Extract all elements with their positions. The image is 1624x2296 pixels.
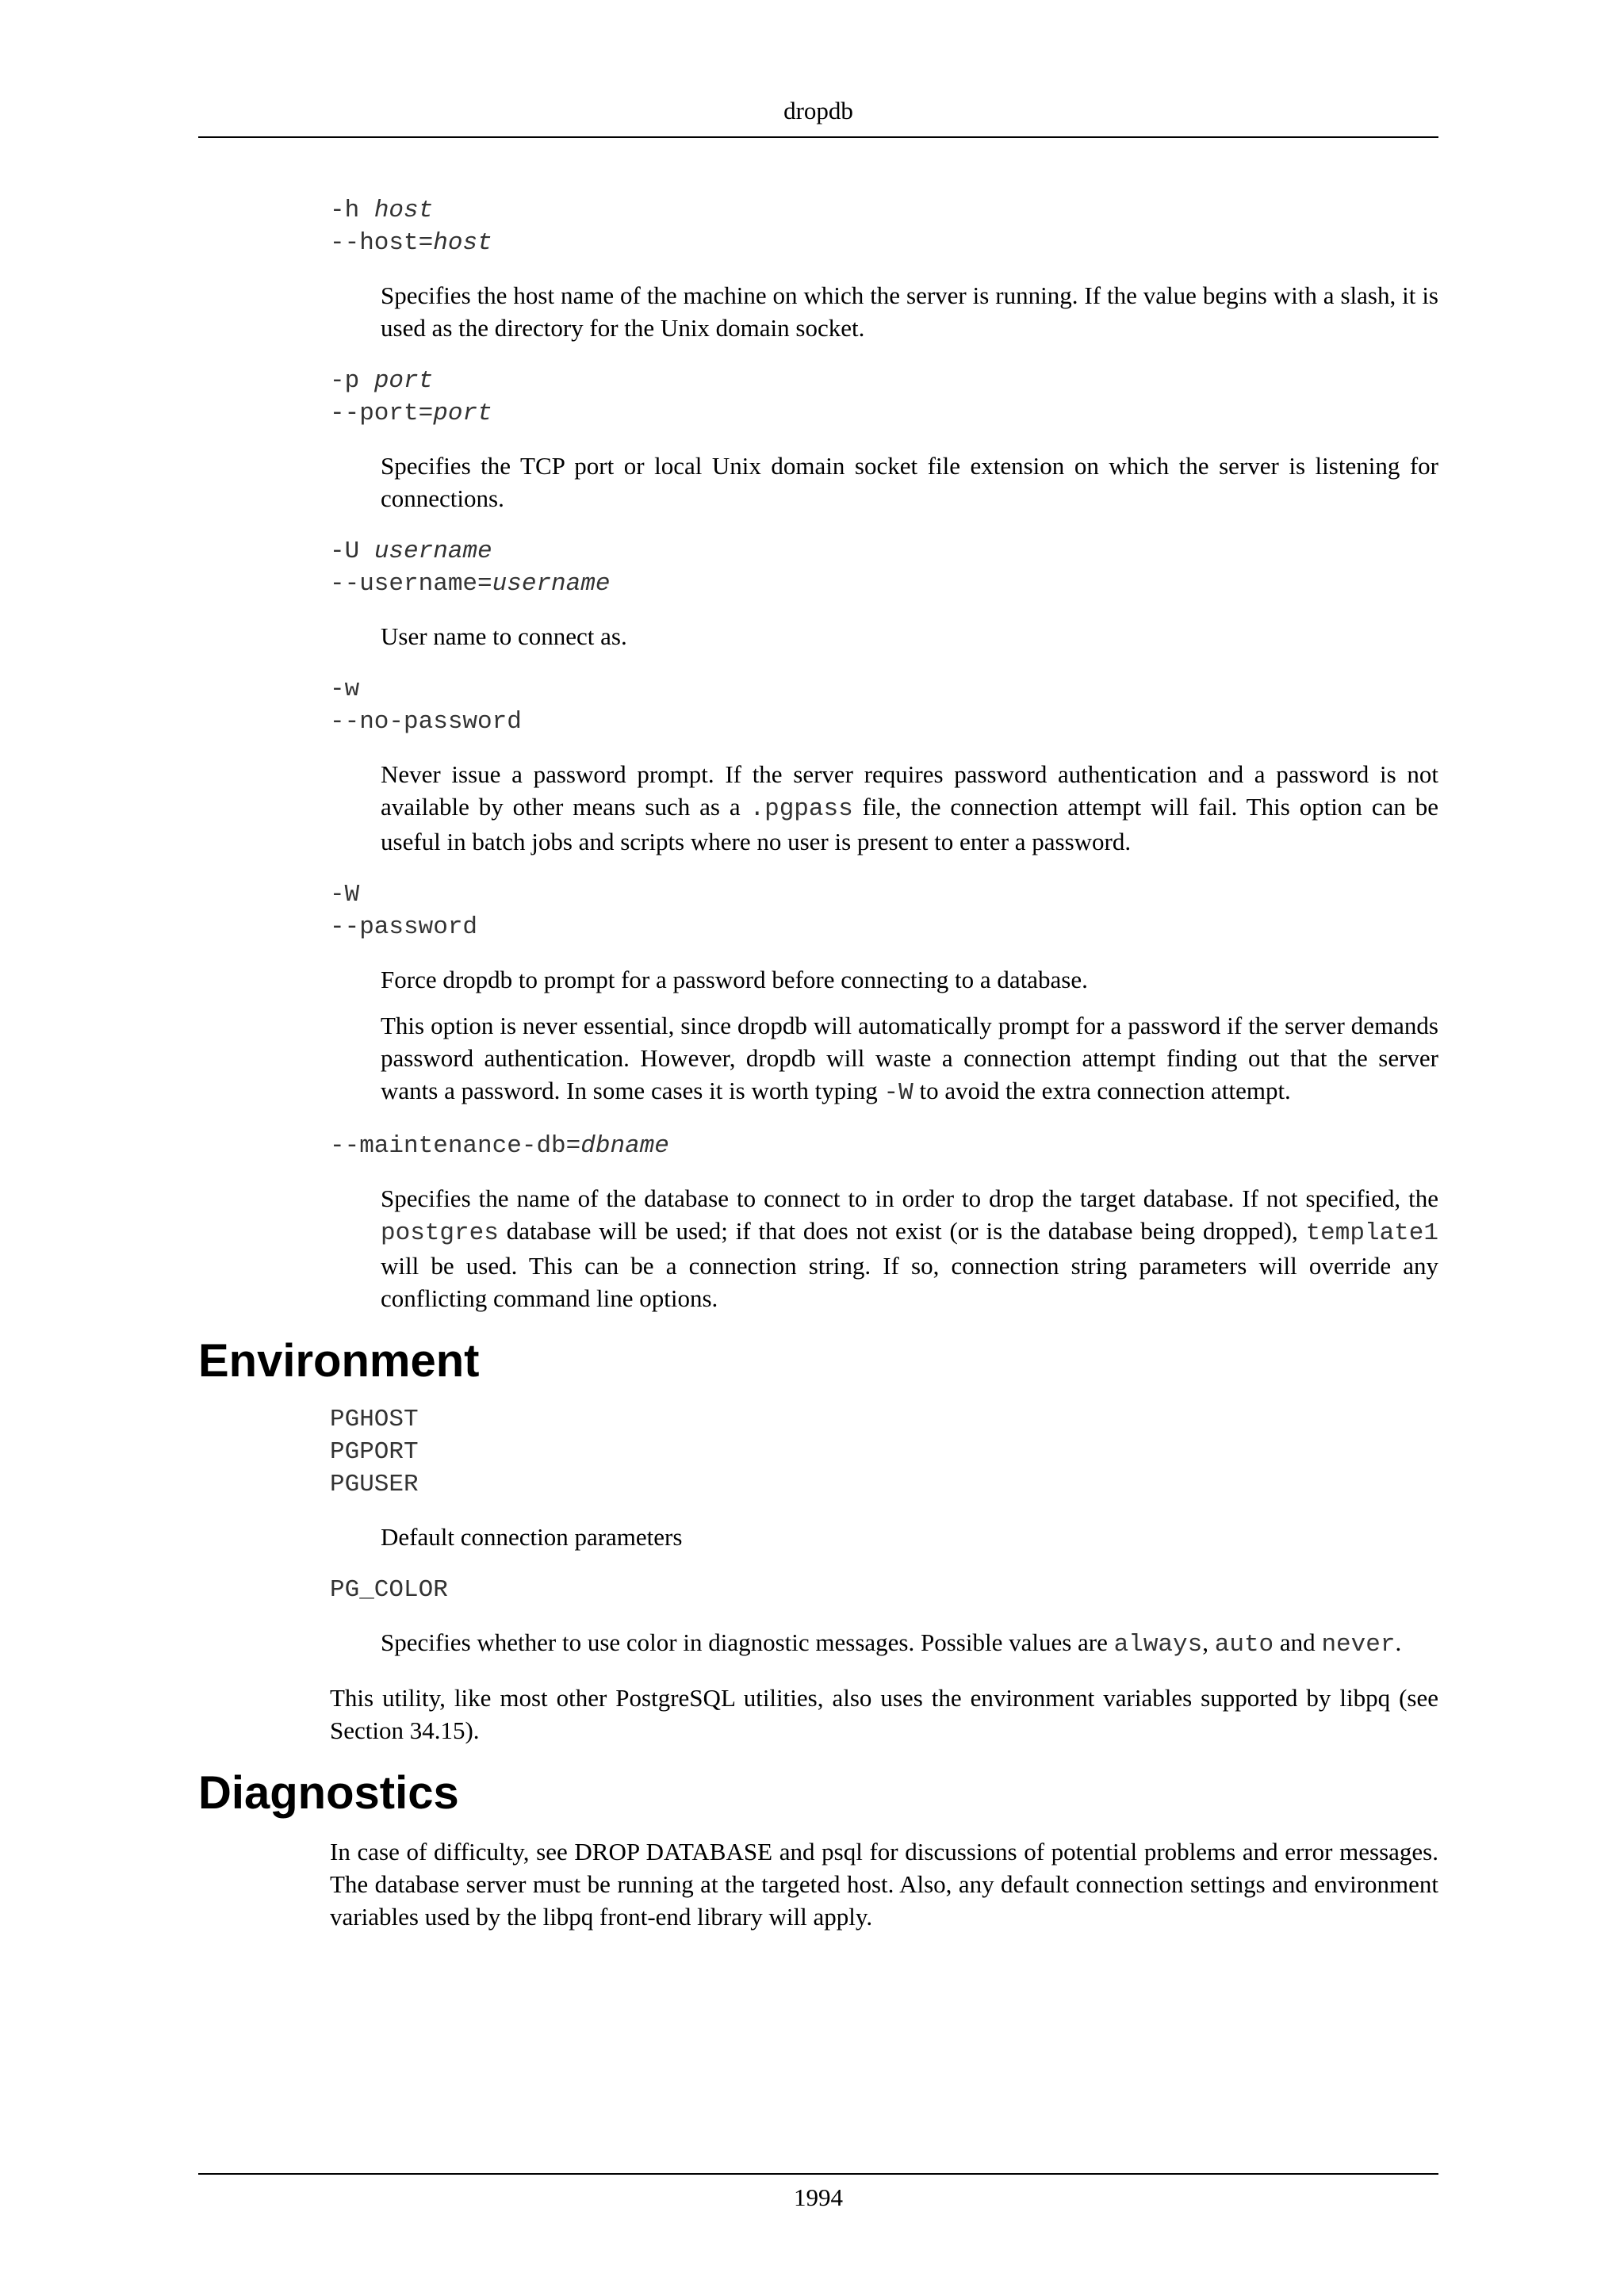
option-arg: port: [433, 400, 492, 427]
option-flag: --username=: [330, 570, 492, 598]
option-desc-text: User name to connect as.: [381, 622, 627, 650]
env-pg-color-term: [330, 1574, 1438, 1606]
option-flag: --no-password: [330, 708, 522, 736]
text-span: and: [1274, 1628, 1322, 1656]
option-arg: username: [373, 538, 492, 565]
option-desc-text: Specifies the host name of the machine on which the server is running. If the value begins with a slash, it is used as the directory for the Unix domain socket.: [381, 281, 1438, 342]
option-arg: host: [373, 197, 434, 224]
option-desc-text: Default connection parameters: [381, 1523, 683, 1551]
option-desc-text: [381, 758, 1438, 858]
page-content: [198, 194, 1438, 1954]
env-var: PG_COLOR: [330, 1576, 448, 1604]
option-flag: -W: [330, 881, 360, 909]
inline-code: postgres: [381, 1219, 499, 1247]
section-heading-diagnostics: Diagnostics: [198, 1767, 459, 1819]
option-flag: -p: [330, 367, 374, 395]
option-password-term: [330, 878, 1438, 943]
option-flag: --host=: [330, 229, 434, 257]
env-var: PGHOST: [330, 1406, 419, 1433]
option-maintenance-db-term: [330, 1130, 1438, 1162]
option-arg: host: [433, 229, 492, 257]
option-desc-text: [381, 1009, 1438, 1109]
text-span: Specifies whether to use color in diagnostic messages. Possible values are: [381, 1628, 1114, 1656]
text-span: Specifies the name of the database to connect to in order to drop the target database. If not specified, the: [381, 1184, 1438, 1212]
text-span: file, the connection attempt will fail. This option can be useful in batch jobs and scripts where no user is present to enter a password.: [381, 793, 1439, 855]
text-span: Never issue a password prompt. If the server requires password authentication and a password is not available by other means such as a: [381, 760, 1438, 821]
option-port-desc: [381, 450, 1438, 515]
option-flag: -U: [330, 538, 374, 565]
option-username-desc: [381, 620, 1438, 652]
option-desc-text: [381, 1626, 1438, 1661]
inline-code: auto: [1214, 1631, 1274, 1659]
option-no-password-desc: [381, 758, 1438, 858]
env-var: PGPORT: [330, 1438, 419, 1466]
text-span: ,: [1202, 1628, 1215, 1656]
option-flag: -h: [330, 197, 374, 224]
env-pg-color-desc: [381, 1626, 1438, 1661]
env-var: PGUSER: [330, 1471, 419, 1498]
option-desc-text: [381, 1182, 1438, 1314]
option-flag: --maintenance-db=: [330, 1132, 581, 1160]
option-maintenance-db-desc: [381, 1182, 1438, 1314]
option-flag: -w: [330, 675, 360, 703]
header-rule: [198, 136, 1438, 138]
option-desc-text: Force dropdb to prompt for a password before connecting to a database.: [381, 966, 1088, 993]
text-span: This option is never essential, since dropdb will automatically prompt for a password if the server demands password authentication. However, dropdb will waste a connection attempt finding out that the server wants a password. In some cases it is worth typing: [381, 1012, 1438, 1104]
text-span: database will be used; if that does not exist (or is the database being dropped),: [498, 1217, 1306, 1245]
option-flag: --port=: [330, 400, 434, 427]
inline-code: always: [1113, 1631, 1203, 1659]
env-vars-desc: [381, 1521, 1438, 1553]
section-heading-environment: Environment: [198, 1335, 480, 1387]
text-span: to avoid the extra connection attempt.: [913, 1077, 1291, 1104]
option-arg: username: [492, 570, 611, 598]
option-desc-text: Specifies the TCP port or local Unix domain socket file extension on which the server is listening for connections.: [381, 452, 1438, 512]
text-span: will be used. This can be a connection string. If so, connection string parameters will override any conflicting command line options.: [381, 1252, 1438, 1312]
option-username-term: [330, 535, 1438, 600]
diagnostics-text: In case of difficulty, see DROP DATABASE and psql for discussions of potential problems and error messages. The database server must be running at the targeted host. Also, any default connection settings and environment variables used by the libpq front-end library will apply.: [330, 1838, 1438, 1931]
inline-code: template1: [1305, 1219, 1438, 1247]
option-arg: port: [373, 367, 434, 395]
environment-note: This utility, like most other PostgreSQL utilities, also uses the environment variables supported by libpq (see Section 34.15).: [330, 1684, 1438, 1744]
option-flag: --password: [330, 913, 478, 941]
inline-code: .pgpass: [749, 795, 853, 823]
option-port-term: [330, 365, 1438, 430]
option-no-password-term: [330, 673, 1438, 738]
footer-rule: [198, 2173, 1438, 2175]
env-vars-term: [330, 1403, 1438, 1501]
inline-code: never: [1321, 1631, 1396, 1659]
running-header: dropdb: [783, 97, 853, 124]
page-number: 1994: [794, 2183, 843, 2211]
inline-code: -W: [883, 1079, 914, 1107]
option-host-term: [330, 194, 1438, 259]
option-host-desc: [381, 279, 1438, 344]
option-arg: dbname: [580, 1132, 669, 1160]
text-span: .: [1395, 1628, 1402, 1656]
option-password-desc: [381, 963, 1438, 1109]
